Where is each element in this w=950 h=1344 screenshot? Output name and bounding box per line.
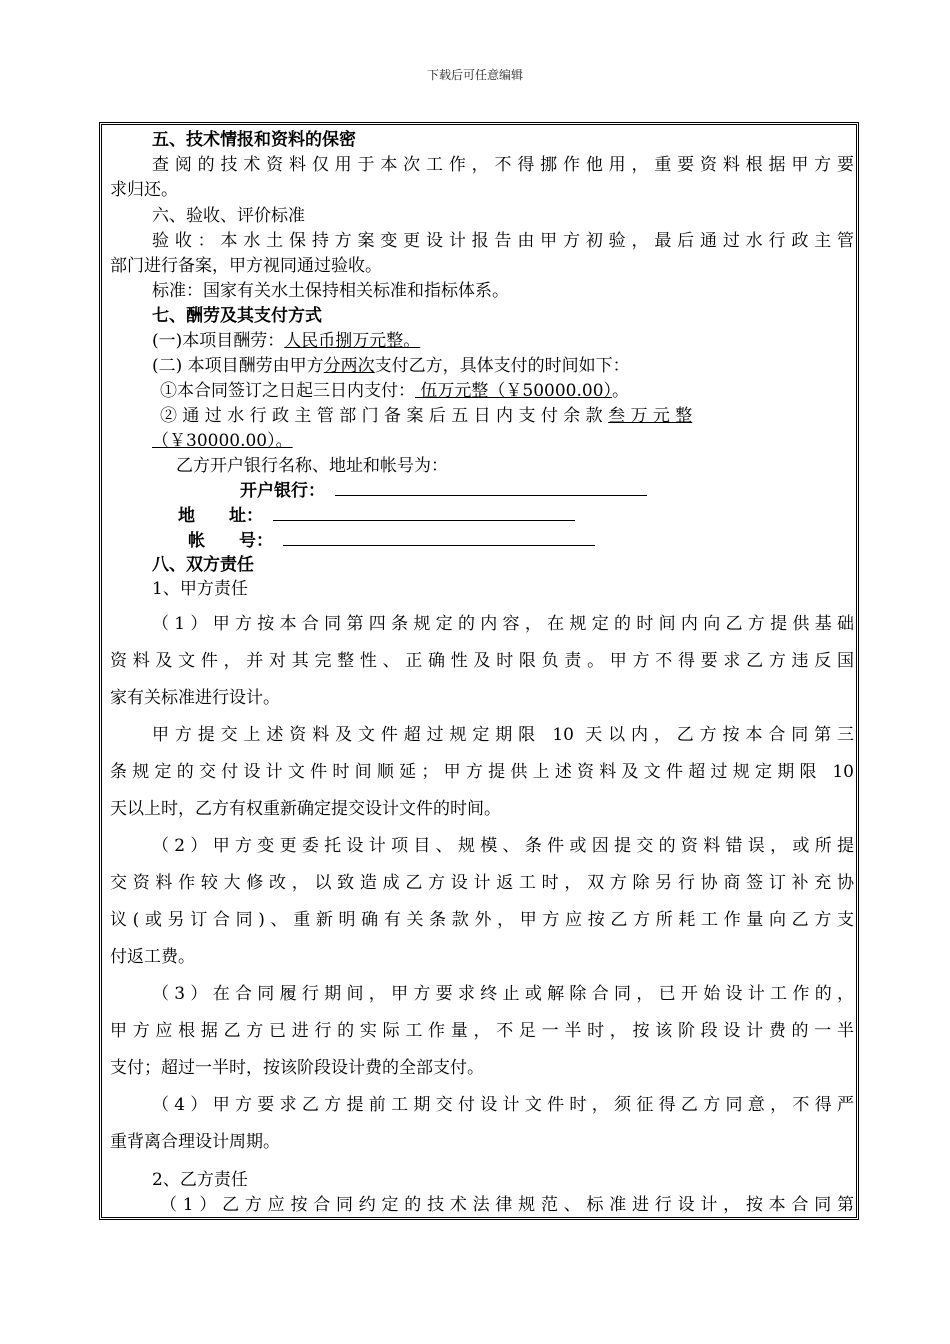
section-5-text-2: 求归还。 [110, 180, 178, 200]
payment-method: (二) 本项目酬劳由甲方分两次支付乙方，具体支付的时间如下： [152, 356, 630, 376]
bank-account-row: 帐 号： [188, 530, 595, 552]
section-5-title: 五、技术情报和资料的保密 [152, 130, 356, 150]
bank-address-row: 地 址： [178, 505, 575, 527]
party-a-clause-1b-line-1: 甲方提交上述资料及文件超过规定期限 10 天以内，乙方按本合同第三 [152, 725, 854, 745]
bank-name-row: 开户银行： [240, 480, 647, 502]
party-a-clause-1b-line-3: 天以上时，乙方有权重新确定提交设计文件的时间。 [110, 799, 501, 819]
bank-intro: 乙方开户银行名称、地址和帐号为： [176, 456, 448, 476]
payment-2-line-1: ② 通 过 水 行 政 主 管 部 门 备 案 后 五 日 内 支 付 余 款 叁 万 元 整 [160, 406, 693, 426]
party-a-clause-1b-line-2: 条规定的交付设计文件时间顺延；甲方提供上述资料及文件超过规定期限 10 [110, 762, 854, 782]
payment-2-amount: 叁 万 元 整 [608, 406, 693, 426]
party-a-clause-1-line-3: 家有关标准进行设计。 [110, 688, 280, 708]
section-6-standard: 标准：国家有关水土保持相关标准和指标体系。 [152, 281, 509, 301]
section-6-acceptance-1: 验收：本水土保持方案变更设计报告由甲方初验，最后通过水行政主管 [152, 231, 854, 251]
party-a-clause-2-line-2: 交资料作较大修改，以致造成乙方设计返工时，双方除另行协商签订补充协 [110, 873, 854, 893]
section-6-acceptance-2: 部门进行备案，甲方视同通过验收。 [110, 256, 382, 276]
payment-2-line-2: （￥30000.00）。 [152, 431, 293, 451]
party-a-clause-4-line-2: 重背离合理设计周期。 [110, 1132, 280, 1152]
party-a-heading: 1、甲方责任 [152, 579, 248, 599]
bank-address-blank [273, 505, 575, 521]
party-a-clause-4-line-1: （4）甲方要求乙方提前工期交付设计文件时，须征得乙方同意，不得严 [152, 1095, 854, 1115]
bank-name-blank [335, 480, 647, 496]
party-b-heading: 2、乙方责任 [152, 1170, 248, 1190]
party-a-clause-1-line-1: （1）甲方按本合同第四条规定的内容，在规定的时间内向乙方提供基础 [152, 614, 854, 634]
section-6-title: 六、验收、评价标准 [152, 206, 305, 226]
party-a-clause-3-line-2: 甲方应根据乙方已进行的实际工作量，不足一半时，按该阶段设计费的一半 [110, 1021, 854, 1041]
party-a-clause-2-line-4: 付返工费。 [110, 947, 195, 967]
party-a-clause-3-line-3: 支付；超过一半时，按该阶段设计费的全部支付。 [110, 1058, 484, 1078]
party-b-clause-1: （1）乙方应按合同约定的技术法律规范、标准进行设计，按本合同第 [160, 1195, 854, 1215]
bank-account-blank [283, 530, 595, 546]
payment-1-amount: 伍万元整（￥50000.00） [415, 381, 613, 401]
remuneration-amount: (一)本项目酬劳：人民币捌万元整。 [152, 331, 421, 351]
party-a-clause-2-line-1: （2）甲方变更委托设计项目、规模、条件或因提交的资料错误，或所提 [152, 836, 854, 856]
section-5-text-1: 查阅的技术资料仅用于本次工作，不得挪作他用，重要资料根据甲方要 [152, 155, 854, 175]
header-note: 下载后可任意编辑 [426, 68, 523, 82]
payment-1: ①本合同签订之日起三日内支付： 伍万元整（￥50000.00）。 [160, 381, 630, 401]
party-a-clause-2-line-3: 议(或另订合同)、重新明确有关条款外，甲方应按乙方所耗工作量向乙方支 [110, 910, 854, 930]
section-7-title: 七、酬劳及其支付方式 [152, 306, 322, 326]
party-a-clause-3-line-1: （3）在合同履行期间，甲方要求终止或解除合同，已开始设计工作的， [152, 984, 854, 1004]
party-a-clause-1-line-2: 资料及文件，并对其完整性、正确性及时限负责。甲方不得要求乙方违反国 [110, 651, 854, 671]
section-8-title: 八、双方责任 [152, 555, 254, 575]
remuneration-value: 人民币捌万元整。 [284, 331, 421, 351]
